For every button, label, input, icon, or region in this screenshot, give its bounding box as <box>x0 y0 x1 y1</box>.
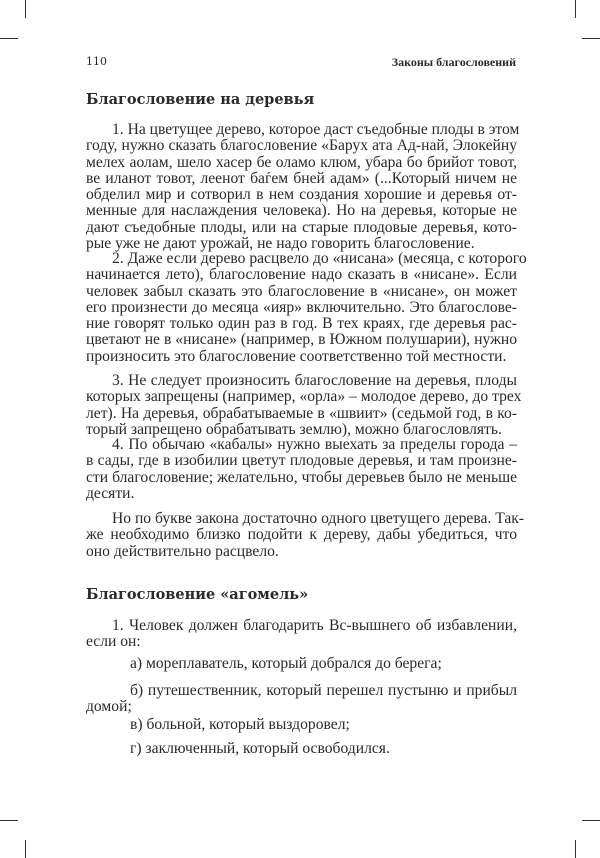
text-line: если он: <box>86 633 141 651</box>
paragraph <box>86 437 517 502</box>
text-line: мелех аолам, шело хасер бе оламо клюм, убара бо брийот товот, <box>86 153 517 171</box>
text-line: б) путешественник, который перешел пустыню и прибыл <box>130 682 517 699</box>
section-heading: Благословение «агомель» <box>86 586 309 603</box>
text-line: 4. По обычаю «кабалы» нужно выехать за пределы города – <box>112 436 517 453</box>
text-line: менные для наслаждения человека). Но на деревья, которые не <box>86 202 517 220</box>
crop-mark <box>0 38 18 39</box>
section-heading: Благословение на деревья <box>86 91 315 108</box>
list-item <box>86 717 517 733</box>
text-line: произносить это благословение соответственно той местности. <box>86 347 507 365</box>
text-line: десяти. <box>86 484 135 502</box>
text-line: году, нужно сказать благословение «Барух ата Ад-най, Элокейну <box>86 137 517 155</box>
crop-mark <box>582 38 600 39</box>
crop-mark <box>582 820 600 821</box>
crop-mark <box>0 820 18 821</box>
text-line: цветают не в «нисане» (например, в Южном полушарии), нужно <box>86 331 517 349</box>
text-line: Но по букве закона достаточно одного цветущего дерева. Так- <box>112 510 525 527</box>
running-title: Законы благословений <box>391 55 516 69</box>
crop-mark <box>575 0 576 18</box>
text-line: дают съедобные плоды, или на старые плодовые деревья, кото- <box>86 218 517 236</box>
paragraph <box>86 372 522 438</box>
text-line: 1. На цветущее дерево, которое даст съедобные плоды в этом <box>112 121 520 138</box>
list-item <box>86 683 517 716</box>
text-line: сти благословение; желательно, чтобы деревьев было не меньше <box>86 468 517 486</box>
text-line: ве иланот товот, леенот баѓем бней адам» (...Который ничем не <box>86 169 517 187</box>
text-line: в) больной, который выздоровел; <box>130 716 350 733</box>
text-line: обделил мир и сотворил в нем создания хорошие и деревья от- <box>86 186 517 204</box>
text-line: в сады, где в изобилии цветут плодовые деревья, и там произне- <box>86 452 517 470</box>
text-line: г) заключенный, который освободился. <box>130 740 390 757</box>
text-line: же необходимо близко подойти к дереву, дабы убедиться, что <box>86 526 517 544</box>
text-line: ние говорят только один раз в год. В тех краях, где деревья рас- <box>86 315 517 333</box>
text-line: лет). На деревья, обрабатываемые в «швиит» (седьмой год, в ко- <box>86 404 517 422</box>
text-line: домой; <box>86 698 132 716</box>
page-number: 110 <box>86 55 107 68</box>
paragraph <box>86 250 527 365</box>
text-line: 1. Человек должен благодарить Вс-вышнего об избавлении, <box>112 617 517 634</box>
crop-mark <box>575 840 576 858</box>
text-line: 3. Не следует произносить благословение на деревья, плоды <box>112 372 517 389</box>
text-line: 2. Даже если дерево расцвело до «нисана» (месяца, с которого <box>112 250 527 267</box>
crop-mark <box>25 840 26 858</box>
list-item <box>86 656 517 672</box>
list-item <box>86 741 517 757</box>
text-line: человек забыл сказать это благословение в «нисане», он может <box>86 282 517 300</box>
text-line: его произнести до месяца «ияр» включительно. Это благослове- <box>86 298 517 316</box>
text-line: которых запрещены (например, «орла» – молодое дерево, до трех <box>86 388 522 406</box>
text-line: оно действительно расцвело. <box>86 542 279 560</box>
crop-mark <box>25 0 26 18</box>
text-line: торый запрещено обрабатывать землю), можно благословлять. <box>86 420 502 438</box>
paragraph <box>86 121 520 253</box>
text-line: начинается лето), благословение надо сказать в «нисане». Если <box>86 266 517 284</box>
text-line: а) мореплаватель, который добрался до берега; <box>130 655 442 672</box>
text-line: рые уже не дают урожай, не надо говорить благословение. <box>86 235 475 253</box>
paragraph <box>86 510 525 560</box>
paragraph <box>86 618 517 651</box>
